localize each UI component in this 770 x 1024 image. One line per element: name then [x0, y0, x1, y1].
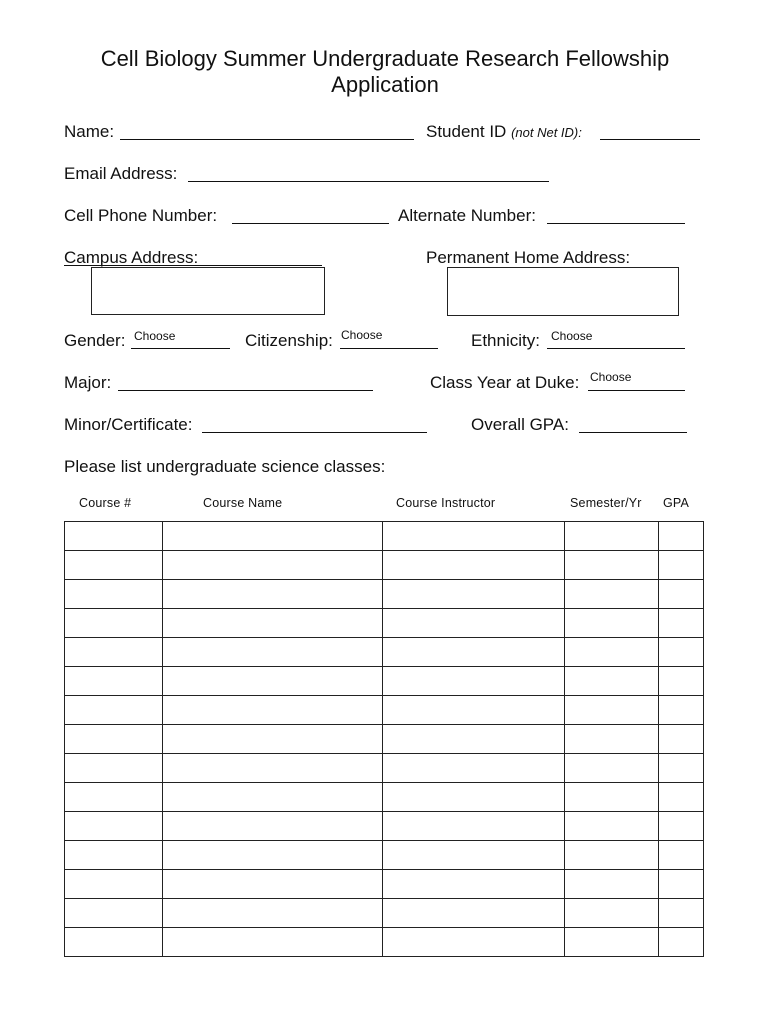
name-field[interactable]	[120, 139, 414, 140]
semester-cell[interactable]	[565, 812, 659, 841]
form-title-line-1: Cell Biology Summer Undergraduate Research Fellowship	[100, 46, 670, 71]
gpa-cell[interactable]	[659, 522, 704, 551]
major-label: Major:	[64, 373, 112, 392]
course-name-cell[interactable]	[163, 870, 383, 899]
alternate-number-field[interactable]	[547, 223, 685, 224]
gpa-cell[interactable]	[659, 783, 704, 812]
semester-cell[interactable]	[565, 609, 659, 638]
courses-table-body	[65, 522, 704, 957]
classes-prompt: Please list undergraduate science classes:	[64, 457, 386, 476]
citizenship-underline	[340, 348, 438, 349]
course-name-cell[interactable]	[163, 812, 383, 841]
course-number-cell[interactable]	[65, 841, 163, 870]
gpa-cell[interactable]	[659, 841, 704, 870]
col-header-course-number: Course #	[79, 496, 132, 510]
instructor-cell[interactable]	[383, 696, 565, 725]
semester-cell[interactable]	[565, 580, 659, 609]
table-row	[65, 899, 704, 928]
class-year-label: Class Year at Duke:	[430, 373, 580, 392]
semester-cell[interactable]	[565, 754, 659, 783]
form-title	[0, 46, 770, 98]
citizenship-select[interactable]: Choose	[341, 328, 383, 342]
email-label: Email Address:	[64, 164, 178, 183]
course-number-cell[interactable]	[65, 638, 163, 667]
table-row	[65, 812, 704, 841]
semester-cell[interactable]	[565, 522, 659, 551]
gpa-cell[interactable]	[659, 754, 704, 783]
table-row	[65, 783, 704, 812]
course-name-cell[interactable]	[163, 667, 383, 696]
semester-cell[interactable]	[565, 551, 659, 580]
instructor-cell[interactable]	[383, 754, 565, 783]
semester-cell[interactable]	[565, 725, 659, 754]
home-address-label: Permanent Home Address:	[426, 248, 631, 267]
col-header-semester: Semester/Yr	[570, 496, 642, 510]
ethnicity-label: Ethnicity:	[471, 331, 540, 350]
name-label: Name:	[64, 122, 115, 141]
table-row	[65, 870, 704, 899]
table-row	[65, 667, 704, 696]
student-id-note: (not Net ID):	[511, 125, 582, 140]
semester-cell[interactable]	[565, 638, 659, 667]
semester-cell[interactable]	[565, 870, 659, 899]
course-number-cell[interactable]	[65, 928, 163, 957]
table-row	[65, 696, 704, 725]
student-id-field[interactable]	[600, 139, 700, 140]
home-address-field[interactable]	[447, 267, 679, 316]
course-name-cell[interactable]	[163, 725, 383, 754]
semester-cell[interactable]	[565, 841, 659, 870]
table-row	[65, 725, 704, 754]
table-row	[65, 609, 704, 638]
semester-cell[interactable]	[565, 667, 659, 696]
course-name-cell[interactable]	[163, 783, 383, 812]
ethnicity-underline	[547, 348, 685, 349]
table-row	[65, 522, 704, 551]
semester-cell[interactable]	[565, 783, 659, 812]
course-name-cell[interactable]	[163, 696, 383, 725]
gpa-cell[interactable]	[659, 870, 704, 899]
minor-field[interactable]	[202, 432, 427, 433]
table-row	[65, 754, 704, 783]
course-number-cell[interactable]	[65, 725, 163, 754]
major-field[interactable]	[118, 390, 373, 391]
semester-cell[interactable]	[565, 899, 659, 928]
instructor-cell[interactable]	[383, 609, 565, 638]
course-number-cell[interactable]	[65, 783, 163, 812]
table-row	[65, 841, 704, 870]
campus-address-underline	[64, 265, 322, 266]
course-number-cell[interactable]	[65, 812, 163, 841]
course-number-cell[interactable]	[65, 870, 163, 899]
instructor-cell[interactable]	[383, 841, 565, 870]
instructor-cell[interactable]	[383, 551, 565, 580]
course-number-cell[interactable]	[65, 580, 163, 609]
instructor-cell[interactable]	[383, 725, 565, 754]
course-name-cell[interactable]	[163, 580, 383, 609]
courses-table	[64, 521, 704, 957]
instructor-cell[interactable]	[383, 638, 565, 667]
course-name-cell[interactable]	[163, 841, 383, 870]
course-name-cell[interactable]	[163, 609, 383, 638]
minor-label: Minor/Certificate:	[64, 415, 193, 434]
instructor-cell[interactable]	[383, 928, 565, 957]
course-name-cell[interactable]	[163, 754, 383, 783]
cell-phone-label: Cell Phone Number:	[64, 206, 218, 225]
course-number-cell[interactable]	[65, 754, 163, 783]
table-row	[65, 580, 704, 609]
form-title-line-2: Application	[331, 72, 439, 97]
gpa-cell[interactable]	[659, 899, 704, 928]
gpa-cell[interactable]	[659, 551, 704, 580]
class-year-select[interactable]: Choose	[590, 370, 632, 384]
gpa-cell[interactable]	[659, 812, 704, 841]
course-name-cell[interactable]	[163, 522, 383, 551]
instructor-cell[interactable]	[383, 812, 565, 841]
gpa-field[interactable]	[579, 432, 687, 433]
gender-underline	[131, 348, 230, 349]
col-header-course-name: Course Name	[203, 496, 283, 510]
alternate-number-label: Alternate Number:	[398, 206, 536, 225]
student-id-label: Student ID (not Net ID):	[426, 122, 582, 141]
instructor-cell[interactable]	[383, 522, 565, 551]
col-header-instructor: Course Instructor	[396, 496, 496, 510]
semester-cell[interactable]	[565, 928, 659, 957]
gpa-cell[interactable]	[659, 696, 704, 725]
gpa-cell[interactable]	[659, 928, 704, 957]
instructor-cell[interactable]	[383, 899, 565, 928]
citizenship-label: Citizenship:	[245, 331, 333, 350]
gender-label: Gender:	[64, 331, 126, 350]
table-row	[65, 638, 704, 667]
course-number-cell[interactable]	[65, 667, 163, 696]
gpa-cell[interactable]	[659, 667, 704, 696]
course-number-cell[interactable]	[65, 899, 163, 928]
instructor-cell[interactable]	[383, 870, 565, 899]
email-field[interactable]	[188, 181, 549, 182]
table-row	[65, 551, 704, 580]
campus-address-field[interactable]	[91, 267, 325, 315]
course-name-cell[interactable]	[163, 638, 383, 667]
course-number-cell[interactable]	[65, 609, 163, 638]
gpa-cell[interactable]	[659, 725, 704, 754]
course-number-cell[interactable]	[65, 551, 163, 580]
table-row	[65, 928, 704, 957]
instructor-cell[interactable]	[383, 783, 565, 812]
gpa-cell[interactable]	[659, 609, 704, 638]
semester-cell[interactable]	[565, 696, 659, 725]
course-name-cell[interactable]	[163, 551, 383, 580]
gpa-label: Overall GPA:	[471, 415, 569, 434]
gpa-cell[interactable]	[659, 638, 704, 667]
class-year-underline	[588, 390, 685, 391]
course-name-cell[interactable]	[163, 899, 383, 928]
ethnicity-select[interactable]: Choose	[551, 329, 593, 343]
col-header-gpa: GPA	[663, 496, 690, 510]
gender-select[interactable]: Choose	[134, 329, 176, 343]
course-number-cell[interactable]	[65, 696, 163, 725]
gpa-cell[interactable]	[659, 580, 704, 609]
cell-phone-field[interactable]	[232, 223, 389, 224]
instructor-cell[interactable]	[383, 667, 565, 696]
course-number-cell[interactable]	[65, 522, 163, 551]
campus-address-label: Campus Address:	[64, 248, 199, 267]
course-name-cell[interactable]	[163, 928, 383, 957]
instructor-cell[interactable]	[383, 580, 565, 609]
